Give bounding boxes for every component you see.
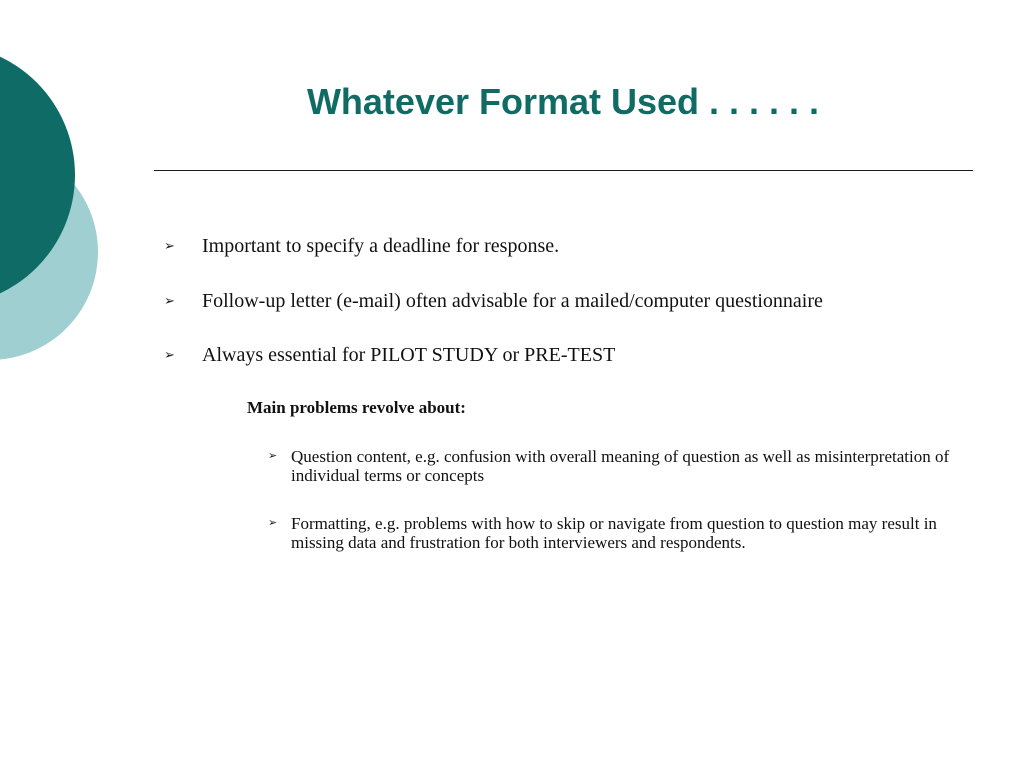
subheading: Main problems revolve about: (247, 398, 466, 417)
title-divider (154, 170, 973, 171)
sub-bullet-text: Formatting, e.g. problems with how to skip or navigate from question to question may result in missing data and frustration for both interviewers and respondents. (291, 514, 937, 552)
bullet-text: Always essential for PILOT STUDY or PRE-TEST (202, 344, 616, 366)
bullet-text: Important to specify a deadline for response. (202, 235, 560, 257)
arrow-bullet-icon: ➢ (164, 347, 175, 362)
arrow-bullet-icon: ➢ (268, 450, 278, 462)
sub-bullet-text: Question content, e.g. confusion with overall meaning of question as well as misinterpretation of individual terms or concepts (291, 447, 950, 485)
slide-title: Whatever Format Used . . . . . . (306, 81, 820, 122)
arrow-bullet-icon: ➢ (164, 238, 175, 253)
bullet-text: Follow-up letter (e-mail) often advisable for a mailed/computer questionnaire (202, 290, 823, 312)
arrow-bullet-icon: ➢ (268, 517, 278, 529)
arrow-bullet-icon: ➢ (164, 293, 175, 308)
decorative-circles (0, 0, 110, 400)
